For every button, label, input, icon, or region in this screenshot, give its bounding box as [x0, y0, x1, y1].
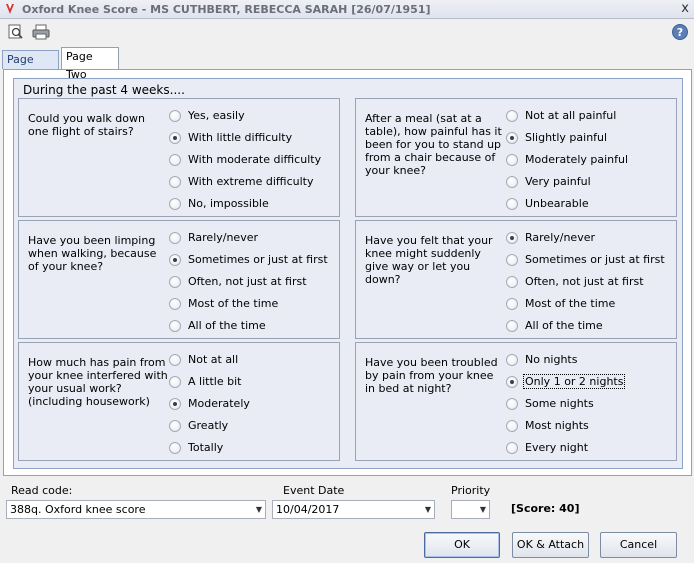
answer-option[interactable] — [506, 107, 671, 125]
answer-option[interactable] — [169, 151, 334, 169]
ok-button[interactable]: OK — [424, 532, 500, 558]
option-label[interactable]: Most of the time — [188, 297, 279, 310]
answer-option[interactable] — [506, 417, 671, 435]
priority-label: Priority — [451, 484, 491, 497]
radio-button[interactable] — [506, 110, 518, 122]
radio-button[interactable] — [169, 298, 181, 310]
answer-option[interactable] — [169, 229, 334, 247]
option-label[interactable]: Rarely/never — [188, 231, 259, 244]
option-label[interactable]: Every night — [525, 441, 589, 454]
question-text: How much has pain from your knee interfered with your usual work? (including housework) — [28, 356, 168, 408]
event-date-picker[interactable] — [272, 500, 435, 519]
radio-button[interactable] — [169, 254, 181, 266]
radio-button[interactable] — [169, 442, 181, 454]
answer-option[interactable] — [169, 107, 334, 125]
title-bar — [0, 0, 694, 19]
question-text: Have you been limping when walking, because of your knee? — [28, 234, 157, 273]
option-label[interactable]: Unbearable — [525, 197, 589, 210]
option-label[interactable]: Moderately painful — [525, 153, 629, 166]
option-label[interactable]: With little difficulty — [188, 131, 293, 144]
app-icon — [4, 3, 16, 15]
print-icon[interactable] — [31, 23, 51, 41]
question-stand-up — [355, 98, 677, 217]
event-date-value: 10/04/2017 — [276, 503, 340, 516]
radio-button[interactable] — [169, 420, 181, 432]
option-label[interactable]: All of the time — [525, 319, 603, 332]
question-text: After a meal (sat at a table), how painful has it been for you to stand up from a chair because of your knee? — [365, 112, 502, 177]
read-code-select[interactable] — [6, 500, 266, 519]
radio-button[interactable] — [169, 110, 181, 122]
question-limping — [18, 220, 340, 339]
answer-option[interactable] — [506, 151, 671, 169]
radio-button[interactable] — [169, 376, 181, 388]
radio-dot — [173, 258, 177, 262]
option-label[interactable]: Often, not just at first — [525, 275, 644, 288]
tab-page-two[interactable]: Page Two — [61, 47, 119, 69]
radio-button[interactable] — [506, 298, 518, 310]
radio-dot — [510, 380, 514, 384]
option-label[interactable]: Most of the time — [525, 297, 616, 310]
radio-button[interactable] — [169, 354, 181, 366]
option-label[interactable]: No nights — [525, 353, 578, 366]
answer-option[interactable] — [169, 373, 334, 391]
question-give-way — [355, 220, 677, 339]
option-label[interactable]: Sometimes or just at first — [188, 253, 328, 266]
chevron-down-icon[interactable]: ▼ — [424, 505, 431, 514]
option-label[interactable]: Some nights — [525, 397, 594, 410]
radio-button[interactable] — [506, 176, 518, 188]
option-label[interactable]: Moderately — [188, 397, 250, 410]
radio-button[interactable] — [169, 320, 181, 332]
radio-button[interactable] — [169, 398, 181, 410]
priority-select[interactable] — [451, 500, 490, 519]
radio-button[interactable] — [506, 254, 518, 266]
question-work — [18, 342, 340, 461]
window-title: Oxford Knee Score - MS CUTHBERT, REBECCA SARAH [26/07/1951] — [22, 3, 431, 16]
radio-button[interactable] — [169, 198, 181, 210]
answer-option[interactable] — [506, 351, 671, 369]
answer-option[interactable] — [506, 273, 671, 291]
option-label[interactable]: Most nights — [525, 419, 589, 432]
answer-option[interactable] — [506, 129, 671, 147]
answer-option[interactable] — [169, 317, 334, 335]
option-label[interactable]: Totally — [188, 441, 224, 454]
cancel-button[interactable]: Cancel — [600, 532, 677, 558]
radio-button[interactable] — [169, 132, 181, 144]
option-label[interactable]: Sometimes or just at first — [525, 253, 665, 266]
option-label[interactable]: Greatly — [188, 419, 229, 432]
help-icon[interactable] — [672, 24, 688, 40]
radio-button[interactable] — [506, 232, 518, 244]
option-label[interactable]: No, impossible — [188, 197, 269, 210]
question-night-pain — [355, 342, 677, 461]
answer-option[interactable] — [169, 173, 334, 191]
score-readout: [Score: 40] — [511, 502, 580, 515]
answer-option[interactable] — [169, 417, 334, 435]
answer-option[interactable] — [169, 439, 334, 457]
radio-button[interactable] — [169, 232, 181, 244]
answer-option[interactable] — [169, 295, 334, 313]
radio-button[interactable] — [169, 176, 181, 188]
svg-text:?: ? — [676, 26, 684, 39]
chevron-down-icon[interactable]: ▼ — [479, 505, 486, 514]
read-code-value: 388q. Oxford knee score — [10, 503, 146, 516]
page-heading: During the past 4 weeks.... — [23, 83, 185, 97]
answer-option[interactable] — [506, 295, 671, 313]
radio-button[interactable] — [506, 442, 518, 454]
preview-icon[interactable] — [6, 23, 26, 41]
option-label[interactable]: Not at all painful — [525, 109, 617, 122]
option-label[interactable]: With moderate difficulty — [188, 153, 322, 166]
answer-option[interactable] — [506, 229, 671, 247]
option-label[interactable]: Slightly painful — [525, 131, 608, 144]
question-text: Have you been troubled by pain from your knee in bed at night? — [365, 356, 498, 395]
chevron-down-icon[interactable]: ▼ — [255, 505, 262, 514]
radio-dot — [173, 402, 177, 406]
question-text: Could you walk down one flight of stairs? — [28, 112, 145, 138]
radio-dot — [510, 136, 514, 140]
option-label[interactable]: Rarely/never — [525, 231, 596, 244]
answer-option[interactable] — [506, 373, 671, 391]
answer-option[interactable] — [506, 395, 671, 413]
radio-button[interactable] — [169, 154, 181, 166]
answer-option[interactable] — [506, 173, 671, 191]
close-icon[interactable]: x — [681, 1, 689, 16]
radio-button[interactable] — [169, 276, 181, 288]
answer-option[interactable] — [169, 129, 334, 147]
option-label[interactable]: All of the time — [188, 319, 266, 332]
option-label[interactable]: Not at all — [188, 353, 239, 366]
question-stairs — [18, 98, 340, 217]
tab-page-one[interactable]: Page — [2, 50, 59, 69]
answer-option[interactable] — [169, 195, 334, 213]
radio-button[interactable] — [506, 376, 518, 388]
option-label[interactable]: A little bit — [188, 375, 242, 388]
radio-button[interactable] — [506, 354, 518, 366]
answer-option[interactable] — [506, 439, 671, 457]
question-text: Have you felt that your knee might suddenly give way or let you down? — [365, 234, 493, 286]
radio-button[interactable] — [506, 198, 518, 210]
radio-button[interactable] — [506, 154, 518, 166]
radio-button[interactable] — [506, 276, 518, 288]
radio-dot — [173, 136, 177, 140]
answer-option[interactable] — [169, 251, 334, 269]
answer-option[interactable] — [169, 273, 334, 291]
answer-option[interactable] — [506, 195, 671, 213]
answer-option[interactable] — [169, 395, 334, 413]
option-label[interactable]: With extreme difficulty — [188, 175, 314, 188]
toolbar — [0, 20, 694, 46]
option-label[interactable]: Only 1 or 2 nights — [525, 375, 624, 388]
option-label[interactable]: Yes, easily — [188, 109, 245, 122]
ok-attach-button[interactable]: OK & Attach — [512, 532, 589, 558]
option-label[interactable]: Often, not just at first — [188, 275, 307, 288]
radio-dot — [510, 236, 514, 240]
radio-button[interactable] — [506, 320, 518, 332]
radio-button[interactable] — [506, 420, 518, 432]
answer-option[interactable] — [169, 351, 334, 369]
read-code-label: Read code: — [11, 484, 73, 497]
option-label[interactable]: Very painful — [525, 175, 591, 188]
radio-button[interactable] — [506, 398, 518, 410]
event-date-label: Event Date — [283, 484, 345, 497]
answer-option[interactable] — [506, 251, 671, 269]
radio-button[interactable] — [506, 132, 518, 144]
answer-option[interactable] — [506, 317, 671, 335]
